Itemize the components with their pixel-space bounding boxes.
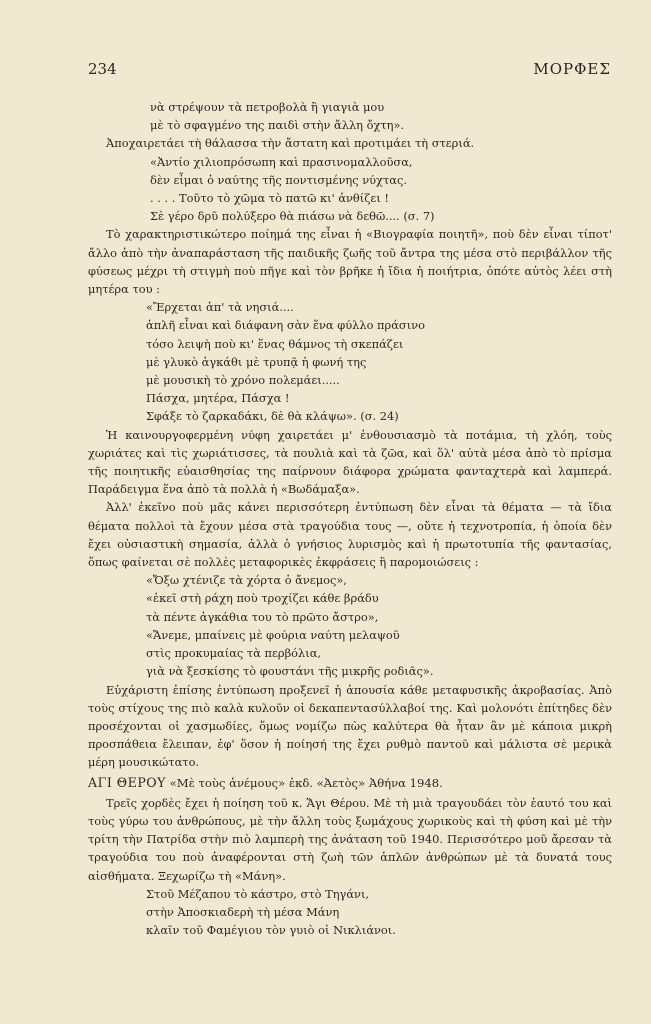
review-title: «Μὲ τοὺς ἀνέμους»	[169, 775, 286, 790]
verse-line: νὰ στρέψουν τὰ πετροβολὰ ἢ γιαγιὰ μου	[150, 100, 385, 114]
verse-line: τὰ πέντε ἀγκάθια του τὸ πρῶτο ἄστρο»,	[146, 609, 379, 624]
review-author: ΑΓΙ ΘΕΡΟΥ	[88, 774, 166, 790]
verse-line: «Ἄνεμε, μπαίνεις μὲ φούρια ναύτη μελαψοῦ	[146, 627, 400, 642]
verse-line: μὲ γλυκὸ ἀγκάθι μὲ τρυπᾷ ἡ φωνή της	[146, 354, 367, 369]
verse-line: στὴν Ἀποσκιαδερὴ τὴ μέσα Μάνη	[146, 904, 340, 919]
verse-line: Πάσχα, μητέρα, Πάσχα !	[146, 391, 290, 406]
verse-line: κλαῖν τοῦ Φαμέγιου τὸν γυιὸ οἱ Νικλιάνοι.	[146, 923, 396, 938]
page-number: 234	[88, 60, 117, 78]
verse-line: «Ἔρχεται ἀπ' τὰ νησιά....	[146, 300, 294, 315]
verse-line: δὲν εἶμαι ὁ ναύτης τῆς ποντισμένης νύχτας.	[150, 172, 407, 187]
paragraph: Ἀλλ' ἐκεῖνο ποὺ μᾶς κάνει περισσότερη ἐντύπωση δὲν εἶναι τὰ θέματα — τὰ ἴδια θέματα πολλοὶ τὰ ἔχουν μέσα στὰ τραγούδια τους —, οὔτε ἡ τεχνοτροπία, ἡ ὁποία δὲν ἔχει οὐσιαστικὴ σημασία, ἀλλὰ ὁ γνήσιος λυρισμὸς καὶ ἡ πρωτοτυπία τῆς φαντασίας, ὅπως φαίνεται σὲ πολλὲς μεταφορικὲς ἐκφράσεις ἢ παρομοιώσεις :	[88, 500, 612, 570]
verse-line: Στοῦ Μέζαπου τὸ κάστρο, στὸ Τηγάνι,	[146, 886, 370, 901]
verse-block	[88, 98, 612, 134]
paragraph: Τὸ χαρακτηριστικώτερο ποίημά της εἶναι ἡ «Βιογραφία ποιητῆ», ποὺ δὲν εἶναι τίποτ' ἄλλο ἀπὸ τὴν ἀναπαράσταση τῆς παιδικῆς ζωῆς τοῦ ἄντρα της μέσα στὸ περιβάλλον τῆς φύσεως μέχρι τὴ στιγμὴ ποὺ πῆγε καὶ τὸν βρῆκε ἡ ἴδια ἡ ποιήτρια, ὁπότε αὐτὸς λέει στὴ μητέρα του :	[88, 227, 612, 297]
running-head: ΜΟΡΦΕΣ	[533, 60, 611, 78]
review-heading	[88, 774, 612, 792]
verse-line: «Ὄξω χτένιζε τὰ χόρτα ὁ ἄνεμος»,	[146, 573, 347, 588]
page-body	[88, 98, 612, 939]
verse-block	[88, 571, 612, 680]
paragraph: Ἡ καινουργοφερμένη νύφη χαιρετάει μ' ἐνθουσιασμὸ τὰ ποτάμια, τὴ χλόη, τοὺς χωριάτες καὶ τὶς χωριάτισσες, τὰ πουλιὰ καὶ τὰ ζῶα, καὶ ὅλ' αὐτὰ μέσα ἀπὸ τὸ πρίσμα τῆς ποιητικῆς εὐαισθησίας της παίρνουν διάφορα χρώματα φανταχτερὰ καὶ λαμπερά. Παράδειγμα ἕνα ἀπὸ τὰ πολλὰ ἡ «Βωδάμαξα».	[88, 427, 612, 497]
verse-line: γιὰ νὰ ξεσκίσης τὸ φουστάνι τῆς μικρῆς ροδιᾶς».	[146, 664, 434, 679]
verse-line: «Ἀντίο χιλιοπρόσωπη καὶ πρασινομαλλοῦσα,	[150, 154, 413, 169]
page-header	[88, 60, 611, 82]
verse-block	[88, 153, 612, 226]
verse-line: . . . . Τοῦτο τὸ χῶμα τὸ πατῶ κι' ἀνθίζει !	[150, 191, 389, 206]
verse-block	[88, 885, 612, 940]
verse-block	[88, 298, 612, 425]
verse-line: «ἐκεῖ στὴ ράχη ποὺ τροχίζει κάθε βράδυ	[146, 591, 379, 606]
verse-line: τόσο λειψὴ ποὺ κι' ἕνας θάμνος τὴ σκεπάζει	[146, 336, 404, 351]
paragraph: Ἀποχαιρετάει τὴ θάλασσα τὴν ἄστατη καὶ προτιμάει τὴ στεριά.	[106, 136, 475, 151]
verse-line: Σφάξε τὸ ζαρκαδάκι, δὲ θὰ κλάψω». (σ. 24)	[146, 409, 399, 424]
verse-line: στὶς προκυμαίας τὰ περβόλια,	[146, 646, 322, 661]
verse-line: Σὲ γέρο δρῦ πολύξερο θὰ πιάσω νὰ δεθῶ.... (σ. 7)	[150, 209, 435, 224]
review-publication: ἐκδ. «Ἀετὸς» Ἀθήνα 1948.	[288, 775, 443, 790]
verse-line: ἁπλῆ εἶναι καὶ διάφανη σὰν ἕνα φύλλο πράσινο	[146, 318, 425, 333]
verse-line: μὲ τὸ σφαγμένο της παιδὶ στὴν ἄλλη ὄχτη».	[150, 118, 405, 133]
paragraph: Τρεῖς χορδὲς ἔχει ἡ ποίηση τοῦ κ. Ἄγι Θέρου. Μὲ τὴ μιὰ τραγουδάει τὸν ἑαυτό του καὶ τοὺς γύρω του ἀνθρώπους, μὲ τὴν ἄλλη τοὺς ξωμάχους χωρικοὺς καὶ τὴ φύση καὶ μὲ τὴν τρίτη τὴν Πατρίδα στὴν πιὸ λαμπερὴ της ἀνάταση τοῦ 1940. Περισσότερο μοῦ ἄρεσαν τὰ τραγούδια του ποὺ ἀναφέρονται στὴ ζωὴ τῶν ἁπλῶν ἀνθρώπων μὲ τὰ δυνατά τους αἰσθήματα. Ξεχωρίζω τὴ «Μάνη».	[88, 795, 612, 883]
paragraph: Εὐχάριστη ἐπίσης ἐντύπωση προξενεῖ ἡ ἀπουσία κάθε μεταφυσικῆς ἀκροβασίας. Ἀπὸ τοὺς στίχους της πιὸ καλὰ κυλοῦν οἱ δεκαπεντασύλλαβοί της. Καὶ μολονότι ἐπίτηδες δὲν προσέχονται οἱ χασμωδίες, ὅμως νομίζω πὼς καλύτερα θὰ ἦταν ἂν μὲ κάποια μικρὴ προσπάθεια ἔλειπαν, ἐφ' ὅσον ἡ ποίησή της ἔχει ρυθμὸ παντοῦ καὶ μάλιστα σὲ μερικὰ μέρη μουσικώτατο.	[88, 682, 612, 770]
verse-line: μὲ μουσικὴ τὸ χρόνο πολεμάει.....	[146, 373, 340, 388]
